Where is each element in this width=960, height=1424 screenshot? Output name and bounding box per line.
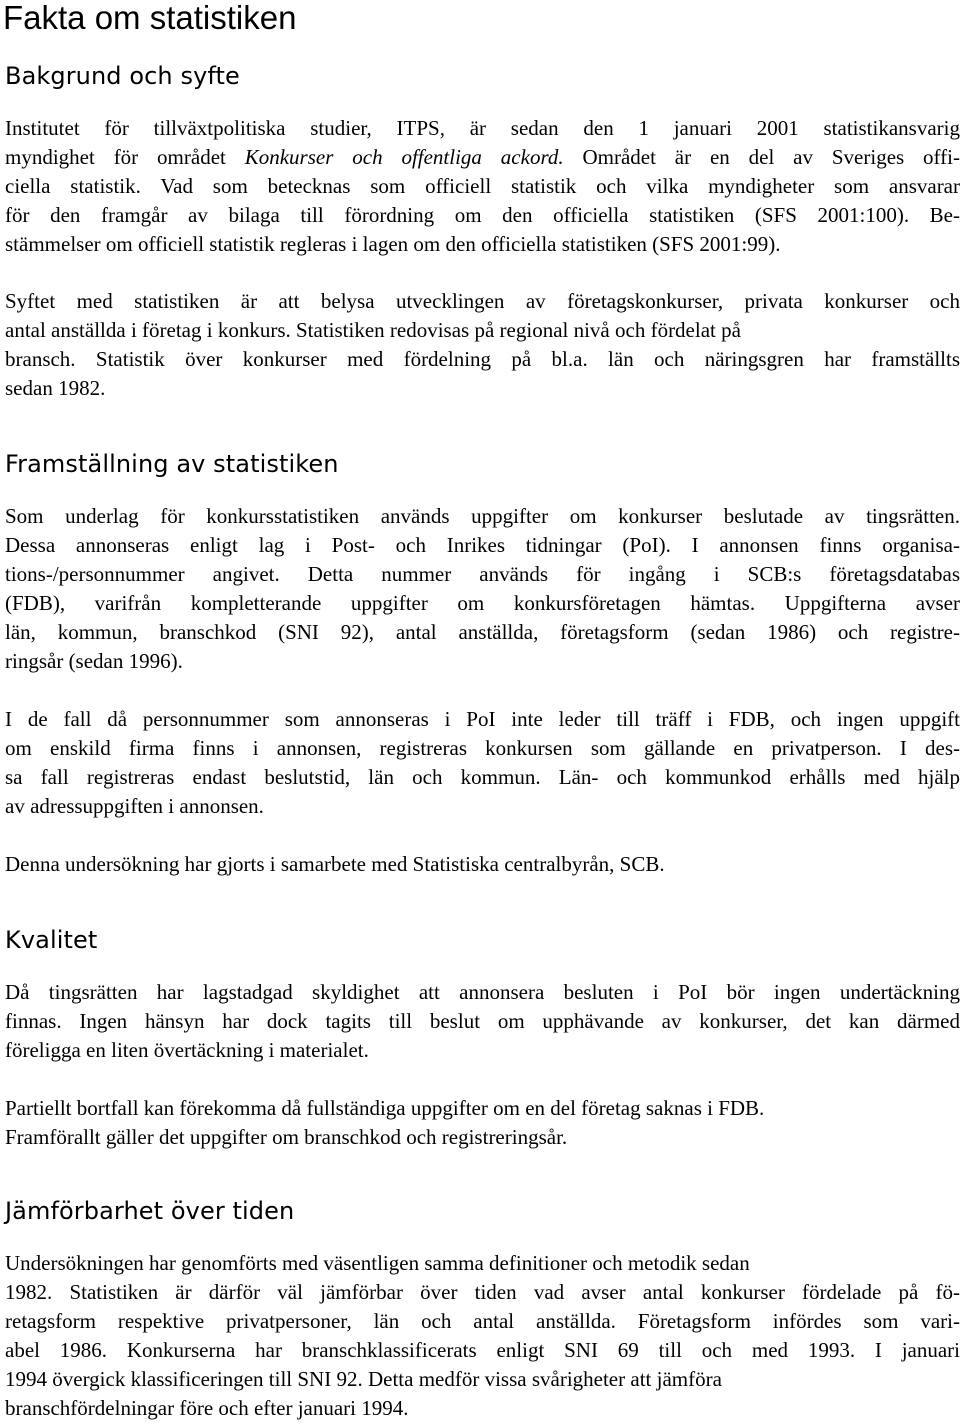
paragraph-bakgrund-2 bbox=[5, 287, 960, 403]
text-line: bransch. Statistik över konkurser med fördelning på bl.a. län och näringsgren har framställts bbox=[5, 347, 960, 371]
text-line: sa fall registreras endast beslutstid, län och kommun. Län- och kommunkod erhålls med hjälp bbox=[5, 765, 960, 789]
text-line: föreligga en liten övertäckning i materialet. bbox=[5, 1038, 369, 1062]
text-line: Då tingsrätten har lagstadgad skyldighet att annonsera besluten i PoI bör ingen undertäckning bbox=[5, 980, 960, 1004]
text-line: ringsår (sedan 1996). bbox=[5, 649, 183, 673]
text-line: branschfördelningar före och efter januari 1994. bbox=[5, 1396, 409, 1420]
text-span: Området är en del av Sveriges offi- bbox=[563, 145, 960, 169]
text-line: för den framgår av bilaga till förordning om den officiella statistiken (SFS 2001:100). Be- bbox=[5, 203, 960, 227]
text-line: tions-/personnummer angivet. Detta nummer används för ingång i SCB:s företagsdatabas bbox=[5, 562, 960, 586]
paragraph-jamforbarhet-1 bbox=[5, 1249, 960, 1423]
text-line: om enskild firma finns i annonsen, registreras konkursen som gällande en privatperson. I des- bbox=[5, 736, 960, 760]
text-span: myndighet för området bbox=[5, 145, 245, 169]
text-line: abel 1986. Konkurserna har branschklassificerats enligt SNI 69 till och med 1993. I januari bbox=[5, 1338, 960, 1362]
text-line: retagsform respektive privatpersoner, län och antal anställda. Företagsform infördes som vari- bbox=[5, 1309, 960, 1333]
paragraph-kvalitet-1 bbox=[5, 978, 960, 1065]
text-line bbox=[5, 143, 960, 172]
heading-bakgrund: Bakgrund och syfte bbox=[5, 62, 240, 90]
paragraph-kvalitet-2 bbox=[5, 1094, 960, 1152]
text-line: Institutet för tillväxtpolitiska studier, ITPS, är sedan den 1 januari 2001 statistikansvarig bbox=[5, 116, 960, 140]
text-line: Syftet med statistiken är att belysa utvecklingen av företagskonkurser, privata konkurser och bbox=[5, 289, 960, 313]
emphasis-text: Konkurser och offentliga ackord. bbox=[244, 145, 564, 169]
text-line: ciella statistik. Vad som betecknas som officiell statistik och vilka myndigheter som ansvarar bbox=[5, 174, 960, 198]
paragraph-framstallning-1 bbox=[5, 502, 960, 676]
text-line: sedan 1982. bbox=[5, 376, 106, 400]
text-line: antal anställda i företag i konkurs. Statistiken redovisas på regional nivå och fördelat på bbox=[5, 318, 741, 342]
text-line: I de fall då personnummer som annonseras i PoI inte leder till träff i FDB, och ingen uppgift bbox=[5, 707, 960, 731]
text-line: Partiellt bortfall kan förekomma då fullständiga uppgifter om en del företag saknas i FDB. bbox=[5, 1096, 765, 1120]
text-line: Som underlag för konkursstatistiken används uppgifter om konkurser beslutade av tingsrätten. bbox=[5, 504, 960, 528]
page-title: Fakta om statistiken bbox=[3, 0, 297, 36]
heading-framstallning: Framställning av statistiken bbox=[5, 450, 339, 478]
text-line: finnas. Ingen hänsyn har dock tagits till beslut om upphävande av konkurser, det kan därmed bbox=[5, 1009, 960, 1033]
paragraph-framstallning-2 bbox=[5, 705, 960, 821]
text-line: Undersökningen har genomförts med väsentligen samma definitioner och metodik sedan bbox=[5, 1251, 750, 1275]
paragraph-framstallning-3 bbox=[5, 850, 960, 879]
text-line: 1982. Statistiken är därför väl jämförbar över tiden vad avser antal konkurser fördelade på fö- bbox=[5, 1280, 960, 1304]
text-line: Dessa annonseras enligt lag i Post- och Inrikes tidningar (PoI). I annonsen finns organisa- bbox=[5, 533, 960, 557]
text-line: Framförallt gäller det uppgifter om branschkod och registreringsår. bbox=[5, 1125, 568, 1149]
paragraph-bakgrund-1 bbox=[5, 114, 960, 259]
heading-jamforbarhet: Jämförbarhet över tiden bbox=[5, 1197, 295, 1225]
text-line: stämmelser om officiell statistik regleras i lagen om den officiella statistiken (SFS 2001:99). bbox=[5, 232, 781, 256]
text-line: (FDB), varifrån kompletterande uppgifter om konkursföretagen hämtas. Uppgifterna avser bbox=[5, 591, 960, 615]
heading-kvalitet: Kvalitet bbox=[5, 926, 98, 954]
text-line: 1994 övergick klassificeringen till SNI 92. Detta medför vissa svårigheter att jämföra bbox=[5, 1367, 722, 1391]
text-line: av adressuppgiften i annonsen. bbox=[5, 794, 264, 818]
text-line: län, kommun, branschkod (SNI 92), antal anställda, företagsform (sedan 1986) och registre- bbox=[5, 620, 960, 644]
text-line: Denna undersökning har gjorts i samarbete med Statistiska centralbyrån, SCB. bbox=[5, 852, 665, 876]
